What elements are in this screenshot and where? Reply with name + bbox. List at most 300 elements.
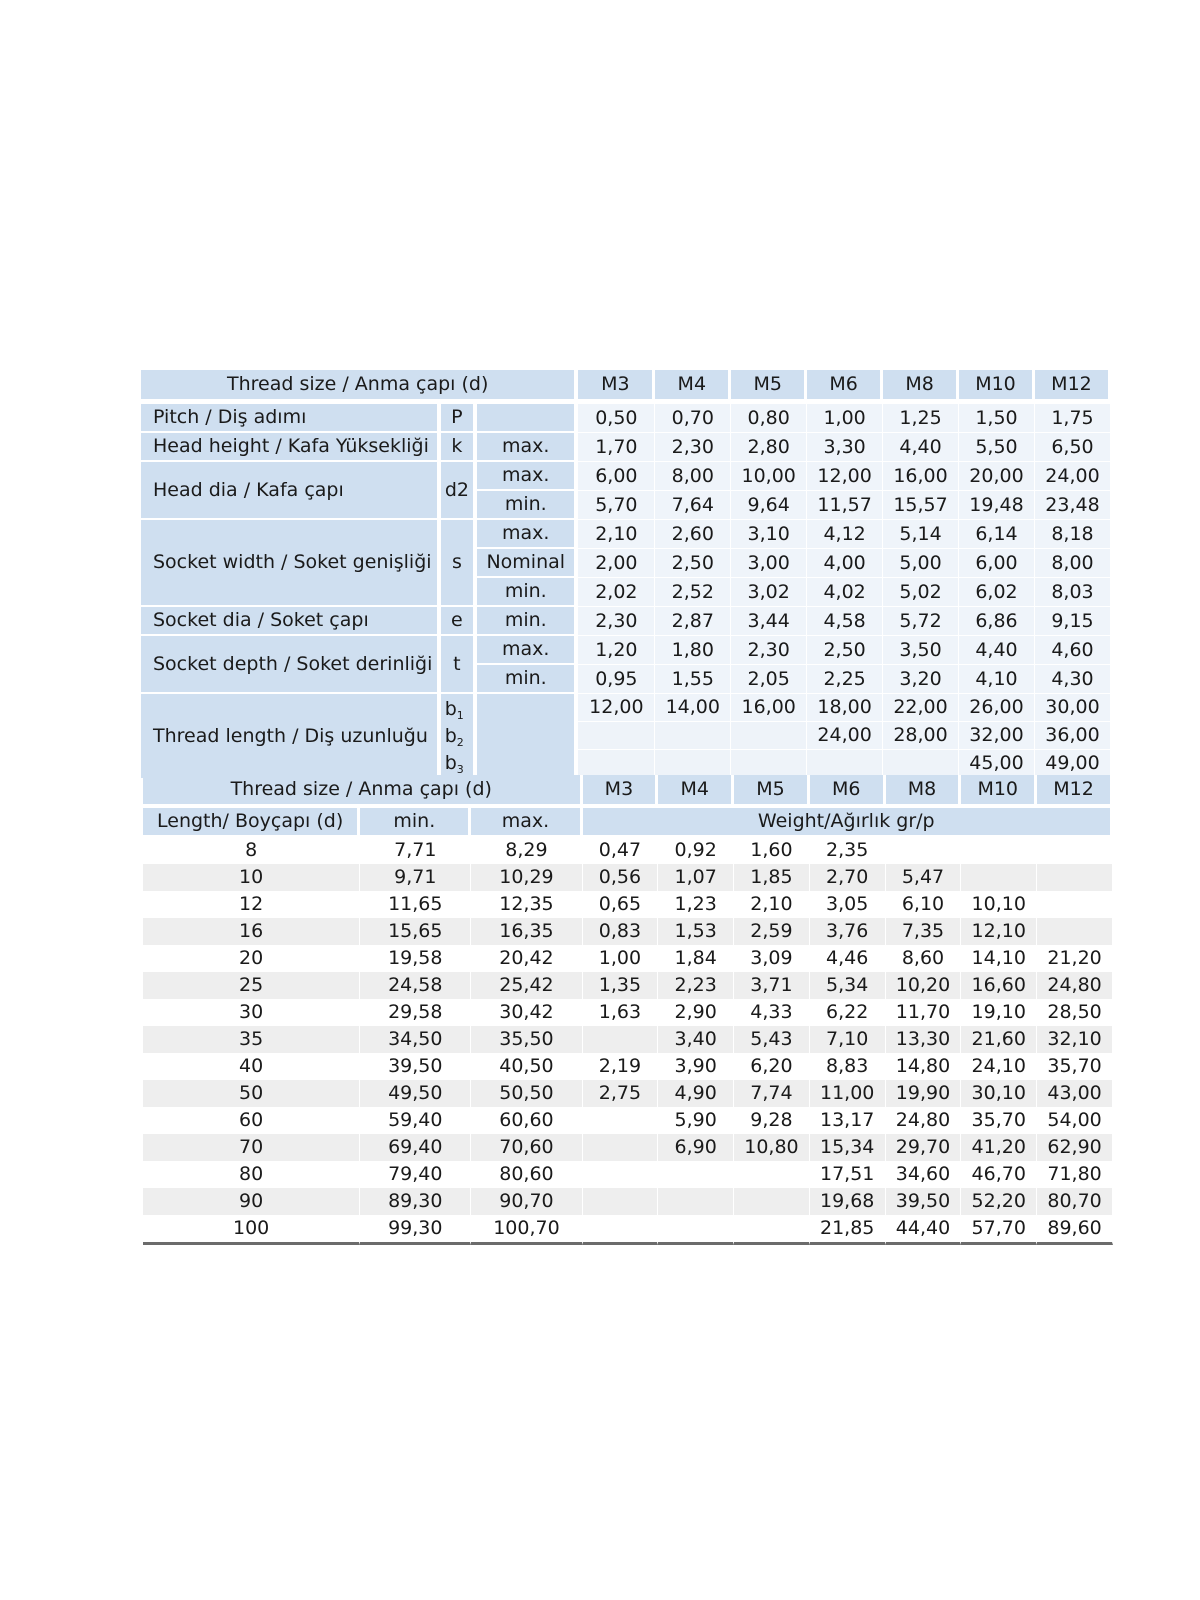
dimension-value: 5,50 bbox=[959, 433, 1035, 462]
length-value: 30 bbox=[143, 999, 360, 1026]
dimension-symbol: t bbox=[441, 636, 477, 694]
dimension-value: 22,00 bbox=[883, 694, 959, 722]
dimension-value: 5,02 bbox=[883, 578, 959, 607]
dimension-symbol: e bbox=[441, 607, 477, 636]
dimension-value: 1,25 bbox=[883, 404, 959, 433]
length-max-value: 12,35 bbox=[471, 891, 582, 918]
dimension-value: 15,57 bbox=[883, 491, 959, 520]
dimension-value: 32,00 bbox=[959, 722, 1035, 750]
weight-value: 24,80 bbox=[1037, 972, 1113, 999]
dimension-value: 20,00 bbox=[959, 462, 1035, 491]
weight-row bbox=[143, 891, 1113, 918]
size-header: M10 bbox=[961, 775, 1037, 808]
dimension-value: 6,50 bbox=[1035, 433, 1111, 462]
length-max-value: 90,70 bbox=[471, 1188, 582, 1215]
weight-value: 41,20 bbox=[961, 1134, 1037, 1161]
dimension-row bbox=[141, 694, 1111, 722]
length-value: 10 bbox=[143, 864, 360, 891]
length-min-value: 39,50 bbox=[360, 1053, 471, 1080]
weight-value: 0,65 bbox=[583, 891, 659, 918]
dimension-value: 1,00 bbox=[807, 404, 883, 433]
weight-value: 13,17 bbox=[810, 1107, 886, 1134]
weight-value: 10,80 bbox=[734, 1134, 810, 1161]
dimension-value: 4,00 bbox=[807, 549, 883, 578]
dimension-name: Head dia / Kafa çapı bbox=[141, 462, 441, 520]
dimension-value: 2,02 bbox=[578, 578, 655, 607]
weight-value: 5,90 bbox=[658, 1107, 734, 1134]
weight-value: 10,20 bbox=[886, 972, 962, 999]
dimension-value: 4,60 bbox=[1035, 636, 1111, 665]
dimension-value: 1,75 bbox=[1035, 404, 1111, 433]
weight-value bbox=[961, 837, 1037, 864]
length-max-value: 30,42 bbox=[471, 999, 582, 1026]
weight-value bbox=[658, 1215, 734, 1245]
length-max-value: 16,35 bbox=[471, 918, 582, 945]
dimension-value: 2,05 bbox=[731, 665, 807, 694]
length-max-value: 50,50 bbox=[471, 1080, 582, 1107]
weight-value: 1,00 bbox=[583, 945, 659, 972]
length-max-value: 10,29 bbox=[471, 864, 582, 891]
weight-value: 30,10 bbox=[961, 1080, 1037, 1107]
size-header: M6 bbox=[810, 775, 886, 808]
length-value: 60 bbox=[143, 1107, 360, 1134]
dimension-value: 6,86 bbox=[959, 607, 1035, 636]
length-max-value: 8,29 bbox=[471, 837, 582, 864]
weight-value: 29,70 bbox=[886, 1134, 962, 1161]
dimension-value: 0,50 bbox=[578, 404, 655, 433]
weight-value: 6,10 bbox=[886, 891, 962, 918]
weight-value: 7,35 bbox=[886, 918, 962, 945]
weight-value: 71,80 bbox=[1037, 1161, 1113, 1188]
length-min-value: 99,30 bbox=[360, 1215, 471, 1245]
length-min-value: 19,58 bbox=[360, 945, 471, 972]
weight-value: 14,10 bbox=[961, 945, 1037, 972]
dimension-value: 16,00 bbox=[883, 462, 959, 491]
symbol-subscript: 2 bbox=[456, 735, 464, 749]
dimension-symbol bbox=[441, 694, 477, 780]
dimension-value: 49,00 bbox=[1035, 750, 1111, 780]
weight-value bbox=[583, 1134, 659, 1161]
dimension-value: 8,18 bbox=[1035, 520, 1111, 549]
weight-row bbox=[143, 864, 1113, 891]
weight-row bbox=[143, 945, 1113, 972]
size-header: M3 bbox=[578, 370, 655, 404]
weight-value: 3,90 bbox=[658, 1053, 734, 1080]
weight-value: 1,85 bbox=[734, 864, 810, 891]
dimension-name: Head height / Kafa Yüksekliği bbox=[141, 433, 441, 462]
dimension-name: Socket dia / Soket çapı bbox=[141, 607, 441, 636]
weight-value: 2,10 bbox=[734, 891, 810, 918]
thread-size-header: Thread size / Anma çapı (d) bbox=[143, 775, 583, 808]
weights-subheader-row bbox=[143, 808, 1113, 837]
dimension-value: 2,30 bbox=[655, 433, 731, 462]
dimension-symbol: d2 bbox=[441, 462, 477, 520]
weight-value: 4,33 bbox=[734, 999, 810, 1026]
weight-value: 46,70 bbox=[961, 1161, 1037, 1188]
symbol-subscript: 1 bbox=[456, 708, 464, 722]
weight-value: 21,85 bbox=[810, 1215, 886, 1245]
dimension-value: 18,00 bbox=[807, 694, 883, 722]
dimension-value: 9,15 bbox=[1035, 607, 1111, 636]
dimension-value: 8,00 bbox=[1035, 549, 1111, 578]
weight-value bbox=[658, 1161, 734, 1188]
dimension-value: 36,00 bbox=[1035, 722, 1111, 750]
dimension-value: 28,00 bbox=[883, 722, 959, 750]
dimension-row bbox=[141, 462, 1111, 491]
weight-label: Weight/Ağırlık gr/p bbox=[583, 808, 1113, 837]
weight-value: 19,90 bbox=[886, 1080, 962, 1107]
weight-row bbox=[143, 837, 1113, 864]
length-value: 70 bbox=[143, 1134, 360, 1161]
weight-row bbox=[143, 1215, 1113, 1245]
weight-value: 13,30 bbox=[886, 1026, 962, 1053]
length-min-value: 59,40 bbox=[360, 1107, 471, 1134]
dimension-value: 2,80 bbox=[731, 433, 807, 462]
max-column-header: max. bbox=[471, 808, 582, 837]
weight-row bbox=[143, 1161, 1113, 1188]
dimension-value: 0,95 bbox=[578, 665, 655, 694]
length-min-value: 89,30 bbox=[360, 1188, 471, 1215]
dimension-value: 1,55 bbox=[655, 665, 731, 694]
dimension-qualifier: min. bbox=[477, 665, 578, 694]
weight-value: 2,75 bbox=[583, 1080, 659, 1107]
weight-value bbox=[734, 1161, 810, 1188]
weight-value bbox=[1037, 837, 1113, 864]
dimension-value: 2,60 bbox=[655, 520, 731, 549]
weight-value: 32,10 bbox=[1037, 1026, 1113, 1053]
dimension-qualifier bbox=[477, 694, 578, 780]
length-value: 40 bbox=[143, 1053, 360, 1080]
weight-value: 21,20 bbox=[1037, 945, 1113, 972]
weight-value: 1,23 bbox=[658, 891, 734, 918]
length-value: 50 bbox=[143, 1080, 360, 1107]
weight-value: 57,70 bbox=[961, 1215, 1037, 1245]
weight-value: 9,28 bbox=[734, 1107, 810, 1134]
weight-value: 0,92 bbox=[658, 837, 734, 864]
weight-value: 21,60 bbox=[961, 1026, 1037, 1053]
length-max-value: 60,60 bbox=[471, 1107, 582, 1134]
weight-value: 1,84 bbox=[658, 945, 734, 972]
dimension-name: Thread length / Diş uzunluğu bbox=[141, 694, 441, 780]
dimension-value: 4,10 bbox=[959, 665, 1035, 694]
length-min-value: 79,40 bbox=[360, 1161, 471, 1188]
dimension-value: 4,12 bbox=[807, 520, 883, 549]
weight-value: 28,50 bbox=[1037, 999, 1113, 1026]
weight-value: 2,59 bbox=[734, 918, 810, 945]
dimension-value: 12,00 bbox=[807, 462, 883, 491]
dimension-row bbox=[141, 607, 1111, 636]
size-header: M6 bbox=[807, 370, 883, 404]
dimension-value: 5,70 bbox=[578, 491, 655, 520]
thread-size-header: Thread size / Anma çapı (d) bbox=[141, 370, 578, 404]
weight-value: 7,74 bbox=[734, 1080, 810, 1107]
dimension-value: 2,30 bbox=[731, 636, 807, 665]
weight-value: 2,23 bbox=[658, 972, 734, 999]
dimension-value: 14,00 bbox=[655, 694, 731, 722]
weight-value: 34,60 bbox=[886, 1161, 962, 1188]
weight-value: 19,68 bbox=[810, 1188, 886, 1215]
dimension-row bbox=[141, 404, 1111, 433]
weight-value: 10,10 bbox=[961, 891, 1037, 918]
weight-value: 1,60 bbox=[734, 837, 810, 864]
weight-value: 15,34 bbox=[810, 1134, 886, 1161]
weight-value: 5,47 bbox=[886, 864, 962, 891]
weight-value: 6,20 bbox=[734, 1053, 810, 1080]
weight-value: 54,00 bbox=[1037, 1107, 1113, 1134]
weight-value: 35,70 bbox=[961, 1107, 1037, 1134]
length-value: 80 bbox=[143, 1161, 360, 1188]
weight-value bbox=[583, 1161, 659, 1188]
size-header: M8 bbox=[886, 775, 962, 808]
dimension-symbol: s bbox=[441, 520, 477, 607]
weight-value: 3,76 bbox=[810, 918, 886, 945]
dimension-value: 10,00 bbox=[731, 462, 807, 491]
dimension-value: 4,40 bbox=[959, 636, 1035, 665]
length-value: 12 bbox=[143, 891, 360, 918]
length-max-value: 20,42 bbox=[471, 945, 582, 972]
dimension-value: 6,00 bbox=[578, 462, 655, 491]
length-value: 35 bbox=[143, 1026, 360, 1053]
weight-value: 0,56 bbox=[583, 864, 659, 891]
weight-row bbox=[143, 999, 1113, 1026]
length-min-value: 11,65 bbox=[360, 891, 471, 918]
dimension-row bbox=[141, 636, 1111, 665]
symbol-subscript: 3 bbox=[456, 762, 464, 776]
weight-value: 52,20 bbox=[961, 1188, 1037, 1215]
dimension-value: 2,25 bbox=[807, 665, 883, 694]
weight-value: 12,10 bbox=[961, 918, 1037, 945]
dimension-value: 2,87 bbox=[655, 607, 731, 636]
symbol-letter: b bbox=[444, 697, 457, 720]
weight-value: 1,07 bbox=[658, 864, 734, 891]
dimension-symbol: P bbox=[441, 404, 477, 433]
dimension-value: 6,00 bbox=[959, 549, 1035, 578]
dimension-value: 4,58 bbox=[807, 607, 883, 636]
dimension-value: 9,64 bbox=[731, 491, 807, 520]
weight-value: 24,80 bbox=[886, 1107, 962, 1134]
weight-value bbox=[583, 1107, 659, 1134]
weight-value bbox=[886, 837, 962, 864]
dimension-value: 24,00 bbox=[807, 722, 883, 750]
size-header: M3 bbox=[583, 775, 659, 808]
dimension-value: 4,02 bbox=[807, 578, 883, 607]
weight-value: 4,90 bbox=[658, 1080, 734, 1107]
symbol-line bbox=[445, 696, 473, 723]
dimension-value: 26,00 bbox=[959, 694, 1035, 722]
dimension-value: 4,30 bbox=[1035, 665, 1111, 694]
dimension-value: 3,10 bbox=[731, 520, 807, 549]
dimension-value: 4,40 bbox=[883, 433, 959, 462]
dimension-value: 24,00 bbox=[1035, 462, 1111, 491]
dimension-row bbox=[141, 520, 1111, 549]
dimension-value: 3,30 bbox=[807, 433, 883, 462]
weight-value bbox=[961, 864, 1037, 891]
dimension-value: 0,70 bbox=[655, 404, 731, 433]
weight-value bbox=[1037, 891, 1113, 918]
weight-value: 16,60 bbox=[961, 972, 1037, 999]
weight-value: 2,19 bbox=[583, 1053, 659, 1080]
weight-value: 6,90 bbox=[658, 1134, 734, 1161]
dimension-name: Pitch / Diş adımı bbox=[141, 404, 441, 433]
dimension-value: 2,10 bbox=[578, 520, 655, 549]
dimension-value: 23,48 bbox=[1035, 491, 1111, 520]
weight-value: 17,51 bbox=[810, 1161, 886, 1188]
dimension-value: 45,00 bbox=[959, 750, 1035, 780]
length-min-value: 34,50 bbox=[360, 1026, 471, 1053]
size-header: M12 bbox=[1037, 775, 1113, 808]
length-max-value: 35,50 bbox=[471, 1026, 582, 1053]
symbol-letter: b bbox=[444, 724, 457, 747]
dimension-value: 0,80 bbox=[731, 404, 807, 433]
weights-header-row bbox=[143, 775, 1113, 808]
length-value: 100 bbox=[143, 1215, 360, 1245]
dimension-name: Socket width / Soket genişliği bbox=[141, 520, 441, 607]
weight-value bbox=[734, 1188, 810, 1215]
weight-value bbox=[658, 1188, 734, 1215]
weight-value: 24,10 bbox=[961, 1053, 1037, 1080]
symbol-line bbox=[445, 723, 473, 750]
length-max-value: 100,70 bbox=[471, 1215, 582, 1245]
dimension-value: 2,50 bbox=[655, 549, 731, 578]
dimension-value: 5,72 bbox=[883, 607, 959, 636]
dimension-qualifier: max. bbox=[477, 433, 578, 462]
min-column-header: min. bbox=[360, 808, 471, 837]
weight-value: 19,10 bbox=[961, 999, 1037, 1026]
dimension-value: 1,50 bbox=[959, 404, 1035, 433]
dimension-value bbox=[578, 722, 655, 750]
dimension-value: 2,52 bbox=[655, 578, 731, 607]
dimension-value: 8,00 bbox=[655, 462, 731, 491]
dimension-qualifier: Nominal bbox=[477, 549, 578, 578]
dimensions-body bbox=[141, 370, 1111, 780]
dimension-value: 7,64 bbox=[655, 491, 731, 520]
weight-value: 2,35 bbox=[810, 837, 886, 864]
weight-value: 6,22 bbox=[810, 999, 886, 1026]
weight-value bbox=[583, 1188, 659, 1215]
weight-row bbox=[143, 972, 1113, 999]
weight-row bbox=[143, 918, 1113, 945]
weights-body bbox=[143, 775, 1113, 1245]
weight-value: 0,83 bbox=[583, 918, 659, 945]
dimension-value: 3,02 bbox=[731, 578, 807, 607]
dimension-row bbox=[141, 433, 1111, 462]
dimension-qualifier: min. bbox=[477, 607, 578, 636]
weight-value: 3,05 bbox=[810, 891, 886, 918]
length-min-value: 15,65 bbox=[360, 918, 471, 945]
weight-row bbox=[143, 1053, 1113, 1080]
dimension-name: Socket depth / Soket derinliği bbox=[141, 636, 441, 694]
dimension-value: 8,03 bbox=[1035, 578, 1111, 607]
weight-value: 11,00 bbox=[810, 1080, 886, 1107]
weight-value: 1,35 bbox=[583, 972, 659, 999]
dimension-qualifier: min. bbox=[477, 578, 578, 607]
weight-value: 8,83 bbox=[810, 1053, 886, 1080]
weight-value: 35,70 bbox=[1037, 1053, 1113, 1080]
dimension-value: 2,30 bbox=[578, 607, 655, 636]
weight-value: 5,34 bbox=[810, 972, 886, 999]
weight-value: 2,70 bbox=[810, 864, 886, 891]
dimension-value bbox=[731, 722, 807, 750]
weight-value: 0,47 bbox=[583, 837, 659, 864]
dimension-symbol: k bbox=[441, 433, 477, 462]
size-header: M5 bbox=[734, 775, 810, 808]
weight-value: 3,71 bbox=[734, 972, 810, 999]
length-value: 8 bbox=[143, 837, 360, 864]
weight-value: 11,70 bbox=[886, 999, 962, 1026]
weight-value: 43,00 bbox=[1037, 1080, 1113, 1107]
weight-value bbox=[734, 1215, 810, 1245]
size-header: M8 bbox=[883, 370, 959, 404]
weight-value: 89,60 bbox=[1037, 1215, 1113, 1245]
dimension-value: 5,14 bbox=[883, 520, 959, 549]
weight-row bbox=[143, 1134, 1113, 1161]
weight-row bbox=[143, 1188, 1113, 1215]
dimension-value: 2,00 bbox=[578, 549, 655, 578]
dimension-value: 1,20 bbox=[578, 636, 655, 665]
symbol-line bbox=[445, 750, 473, 777]
weight-value bbox=[1037, 864, 1113, 891]
weight-value bbox=[583, 1026, 659, 1053]
dimension-qualifier: max. bbox=[477, 636, 578, 665]
weight-value: 8,60 bbox=[886, 945, 962, 972]
dimension-value bbox=[655, 722, 731, 750]
weight-value: 1,63 bbox=[583, 999, 659, 1026]
length-min-value: 69,40 bbox=[360, 1134, 471, 1161]
weight-value: 80,70 bbox=[1037, 1188, 1113, 1215]
dimension-value: 3,50 bbox=[883, 636, 959, 665]
dimension-value: 6,14 bbox=[959, 520, 1035, 549]
dimension-value: 3,00 bbox=[731, 549, 807, 578]
dimension-qualifier: max. bbox=[477, 520, 578, 549]
weight-value: 14,80 bbox=[886, 1053, 962, 1080]
weight-value: 4,46 bbox=[810, 945, 886, 972]
size-header: M4 bbox=[655, 370, 731, 404]
weight-value: 2,90 bbox=[658, 999, 734, 1026]
length-value: 90 bbox=[143, 1188, 360, 1215]
symbol-letter: b bbox=[444, 751, 457, 774]
dimension-qualifier: min. bbox=[477, 491, 578, 520]
length-max-value: 40,50 bbox=[471, 1053, 582, 1080]
dimension-qualifier bbox=[477, 404, 578, 433]
length-min-value: 29,58 bbox=[360, 999, 471, 1026]
weight-row bbox=[143, 1107, 1113, 1134]
dimension-value: 5,00 bbox=[883, 549, 959, 578]
dimension-value: 3,44 bbox=[731, 607, 807, 636]
size-header: M4 bbox=[658, 775, 734, 808]
dimensions-header-row bbox=[141, 370, 1111, 404]
weight-value: 44,40 bbox=[886, 1215, 962, 1245]
length-value: 25 bbox=[143, 972, 360, 999]
weight-value: 3,09 bbox=[734, 945, 810, 972]
weights-table bbox=[143, 775, 1113, 1245]
dimension-value: 30,00 bbox=[1035, 694, 1111, 722]
dimension-qualifier: max. bbox=[477, 462, 578, 491]
dimension-value: 1,70 bbox=[578, 433, 655, 462]
length-min-value: 9,71 bbox=[360, 864, 471, 891]
size-header: M10 bbox=[959, 370, 1035, 404]
dimension-value: 2,50 bbox=[807, 636, 883, 665]
dimension-value: 3,20 bbox=[883, 665, 959, 694]
weight-row bbox=[143, 1080, 1113, 1107]
dimension-value: 6,02 bbox=[959, 578, 1035, 607]
length-max-value: 80,60 bbox=[471, 1161, 582, 1188]
dimension-value: 11,57 bbox=[807, 491, 883, 520]
dimension-value: 19,48 bbox=[959, 491, 1035, 520]
dimension-value: 12,00 bbox=[578, 694, 655, 722]
length-min-value: 24,58 bbox=[360, 972, 471, 999]
weight-value: 5,43 bbox=[734, 1026, 810, 1053]
weight-value bbox=[583, 1215, 659, 1245]
